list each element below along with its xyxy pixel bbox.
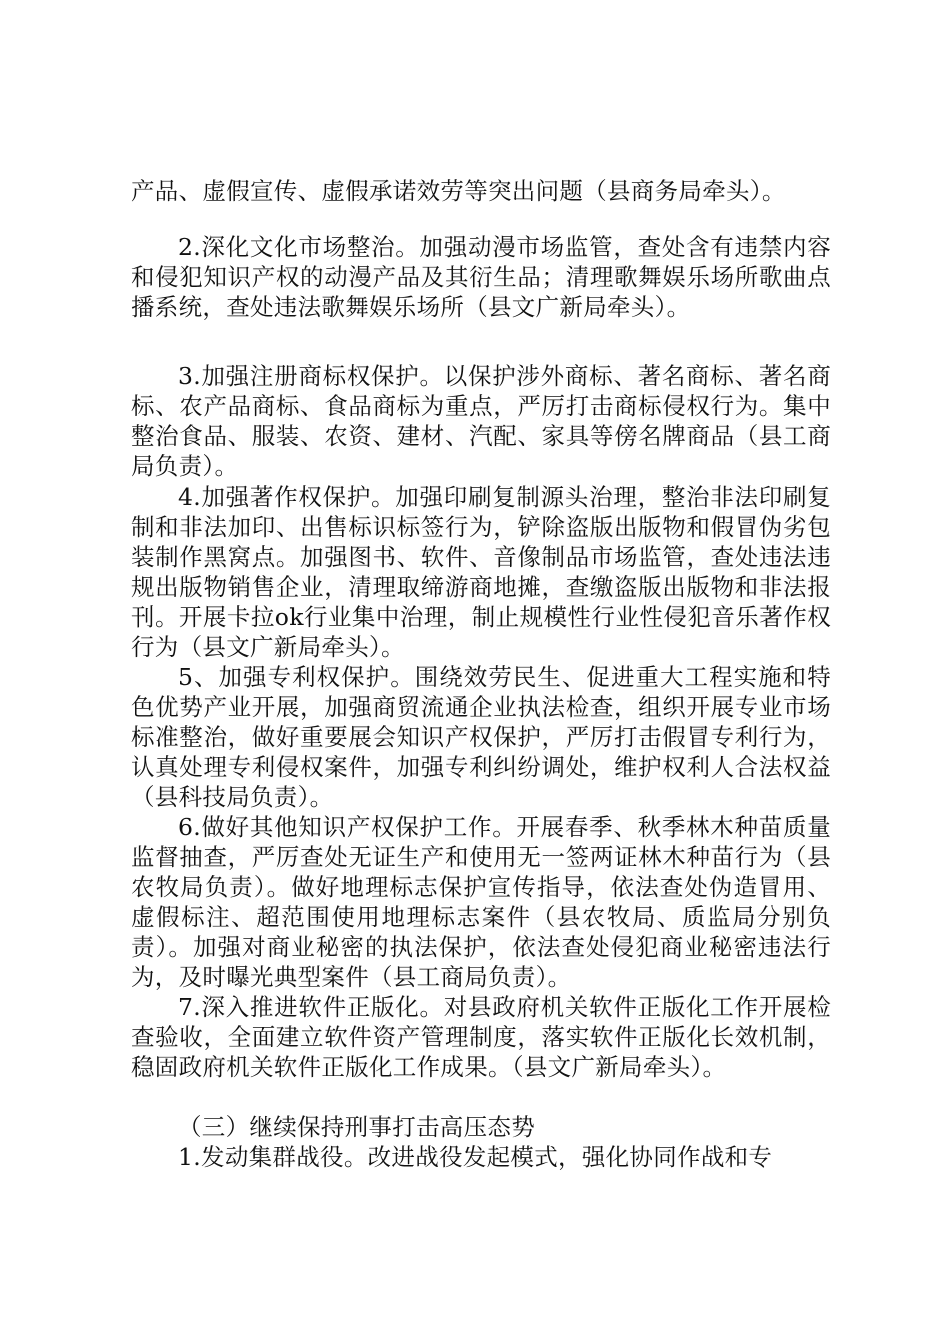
paragraph-1-continuation: 产品、虚假宣传、虚假承诺效劳等突出问题（县商务局牵头）。	[131, 177, 786, 205]
paragraph-5-patent: 5、加强专利权保护。围绕效劳民生、促进重大工程实施和特色优势产业开展，加强商贸流通企业执法检查，组织开展专业市场标准整治，做好重要展会知识产权保护，严厉打击假冒专利行为，认真处理专利侵权案件，加强专利纠纷调处，维护权利人合法权益（县科技局负责）。	[131, 663, 831, 811]
paragraph-2-culture-market: 2.深化文化市场整治。加强动漫市场监管，查处含有违禁内容和侵犯知识产权的动漫产品及其衍生品；清理歌舞娱乐场所歌曲点播系统，查处违法歌舞娱乐场所（县文广新局牵头）。	[131, 233, 831, 321]
section-heading-criminal: （三）继续保持刑事打击高压态势	[178, 1113, 535, 1141]
paragraph-3-trademark: 3.加强注册商标权保护。以保护涉外商标、著名商标、著名商标、农产品商标、食品商标为重点，严厉打击商标侵权行为。集中整治食品、服装、农资、建材、汽配、家具等傍名牌商品（县工商局负责）。	[131, 362, 831, 480]
paragraph-8-cluster-campaign: 1.发动集群战役。改进战役发起模式，强化协同作战和专	[178, 1143, 773, 1171]
paragraph-6-other-ip: 6.做好其他知识产权保护工作。开展春季、秋季林木种苗质量监督抽查，严厉查处无证生产和使用无一签两证林木种苗行为（县农牧局负责）。做好地理标志保护宣传指导，依法查处伪造冒用、虚假标注、超范围使用地理标志案件（县农牧局、质监局分别负责）。加强对商业秘密的执法保护，依法查处侵犯商业秘密违法行为，及时曝光典型案件（县工商局负责）。	[131, 813, 831, 991]
paragraph-4-copyright: 4.加强著作权保护。加强印刷复制源头治理，整治非法印刷复制和非法加印、出售标识标签行为，铲除盗版出版物和假冒伪劣包装制作黑窝点。加强图书、软件、音像制品市场监管，查处违法违规出版物销售企业，清理取缔游商地摊，查缴盗版出版物和非法报刊。开展卡拉ok行业集中治理，制止规模性行业性侵犯音乐著作权行为（县文广新局牵头）。	[131, 483, 831, 661]
paragraph-7-software: 7.深入推进软件正版化。对县政府机关软件正版化工作开展检查验收，全面建立软件资产管理制度，落实软件正版化长效机制，稳固政府机关软件正版化工作成果。（县文广新局牵头）。	[131, 993, 831, 1081]
